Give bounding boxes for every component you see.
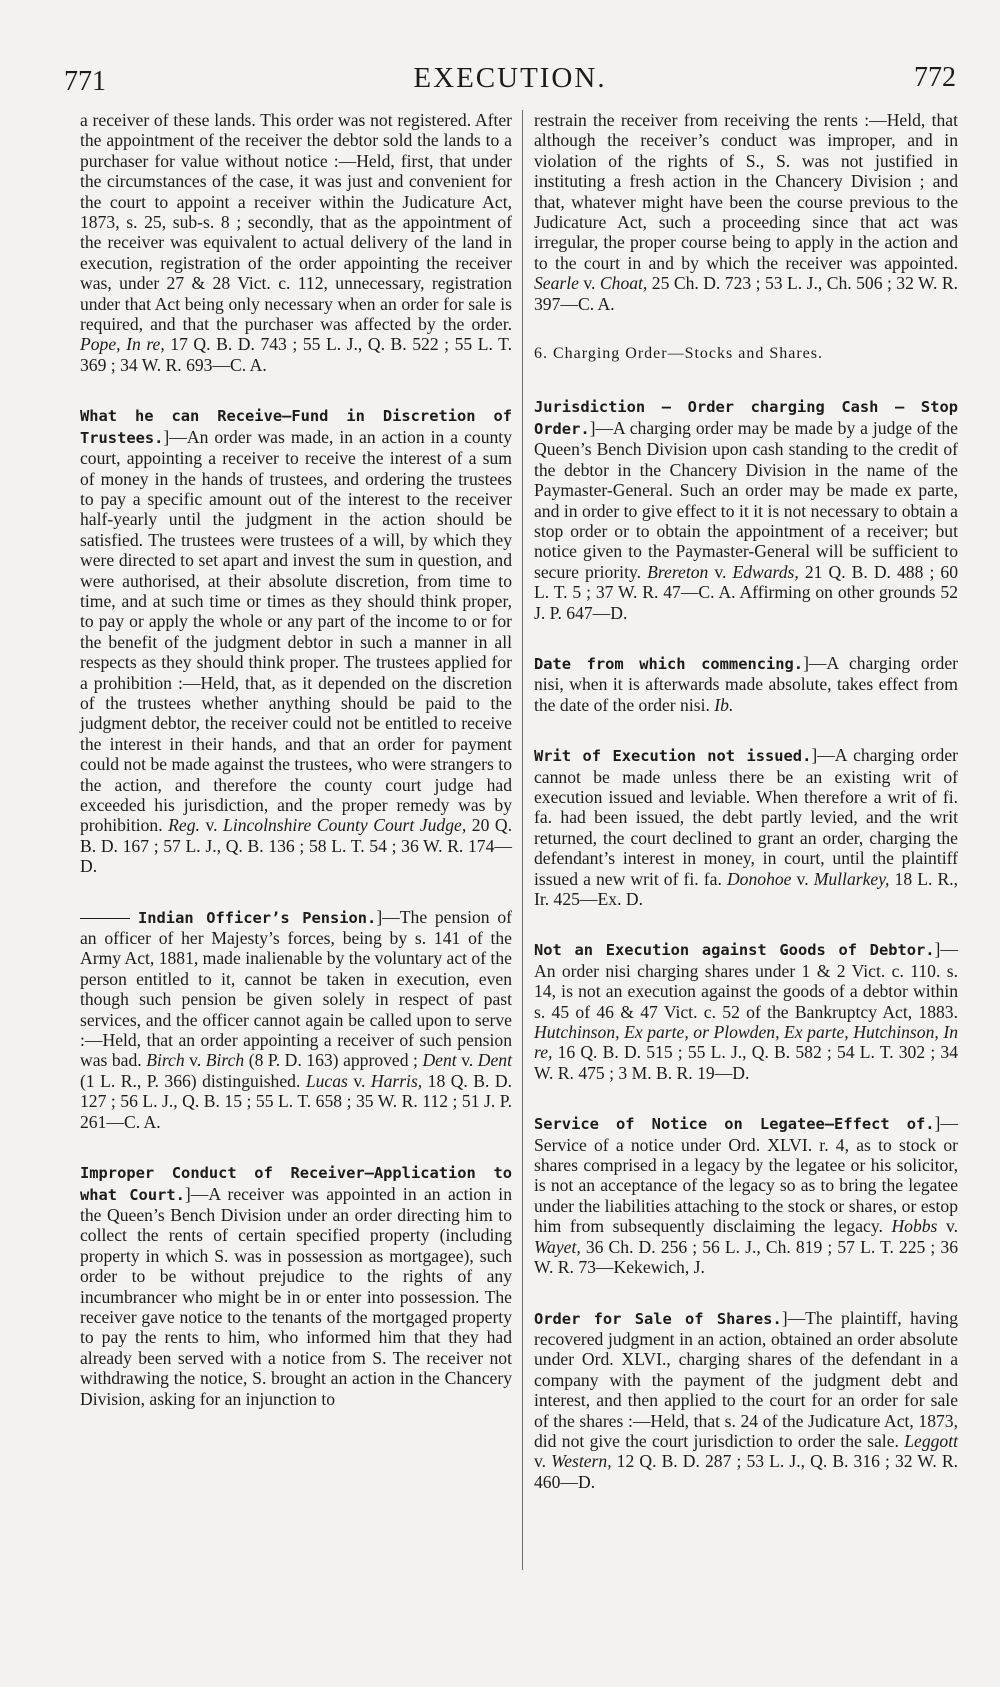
entry-heading: Indian Officer’s Pension.: [138, 908, 377, 927]
entry-heading: Order for Sale of Shares.: [534, 1309, 782, 1328]
entry-heading: Service of Notice on Legatee—Effect of.: [534, 1115, 935, 1134]
entry-jurisdiction: [534, 396, 958, 622]
paragraph-receiver-lands: [80, 110, 512, 375]
case-citation: Wayet,: [534, 1236, 581, 1257]
versus: v.: [791, 868, 814, 889]
case-citation: Western,: [551, 1451, 612, 1472]
paragraph-text: restrain the receiver from receiving the rents :—Held, that although the receiver’s conduct was improper, and in violation of the rights of S., S. was not justified in instituting a fresh action in the Chancery Division ; and that, whatever might have been the course previous to the Judicature Act, such a proceeding since that act was irregular, the proper course being to apply in the action and to the court in and by which the receiver was appointed.: [534, 110, 958, 273]
versus: v.: [534, 1451, 552, 1472]
versus: v.: [347, 1070, 371, 1091]
entry-heading: Not an Execution against Goods of Debtor.: [534, 941, 935, 960]
case-citation: Choat,: [599, 273, 648, 294]
report-reference: (1 L. R., P. 366) distinguished.: [80, 1070, 306, 1091]
entry-heading: Improper Conduct of Receiver—Application to what Court.: [80, 1164, 512, 1204]
case-citation: Hobbs: [891, 1216, 938, 1237]
column-divider: [522, 110, 523, 1570]
entry-text: ]—An order nisi charging shares under 1 & 2 Vict. c. 110. s. 14, is not an execution against the goods of a debtor within s. 45 of 46 & 47 Vict. c. 52 of the Bankruptcy Act, 1883.: [534, 939, 958, 1022]
report-reference: 20 Q. B. D. 167 ; 57 L. J., Q. B. 136 ; 58 L. T. 54 ; 36 W. R. 174—D.: [80, 815, 512, 877]
entry-text: ]—Service of a notice under Ord. XLVI. r. 4, as to stock or shares comprised in a legacy by the legatee or his solicitor, is not an acceptance of the legacy so as to bring the legatee under the liabilities attaching to the stock or shares, or estop him from subsequently disclaiming the legacy.: [534, 1113, 958, 1237]
entry-text: ]—An order was made, in an action in a county court, appointing a receiver to receive the interest of a sum of money in the hands of trustees, and ordering the trustees to pay a specific amount out of the interest to the receiver half-yearly until the judgment in the action should be satisfied. The trustees were trustees of a will, by which they were directed to set apart and invest the sum in question, and were authorised, at their absolute discretion, from time to time, and at such time or times as they should think proper, to pay or apply the whole or any part of the income to or for the benefit of the judgment debtor in such a manner in all respects as they should think proper. The trustees applied for a prohibition :—Held, that, as it depended on the discretion of the trustees whether anything should be paid to the judgment debtor, the receiver could not be entitled to receive the interest in their hands, and that an order for payment could not be made against the trustees, who were strangers to the action, and therefore the county court judge had exceeded his jurisdiction, and the proper remedy was by prohibition.: [80, 426, 512, 836]
section-heading: 6. Charging Order—Stocks and Shares.: [534, 345, 823, 363]
report-reference: 36 Ch. D. 256 ; 56 L. J., Ch. 819 ; 57 L. T. 225 ; 36 W. R. 73—Kekewich, J.: [534, 1236, 958, 1278]
entry-date-commencing: [534, 653, 958, 715]
entry-heading: Date from which commencing.: [534, 654, 804, 673]
entry-text: ]—The plaintiff, having recovered judgment in an action, obtained an order absolute under Ord. XLVI., charging shares of the defendant in a company with the payment of the judgment debt and interest, and then applied to the court for an order for sale of the shares :—Held, that s. 24 of the Judicature Act, 1873, did not give the court jurisdiction to order the sale.: [534, 1307, 958, 1451]
case-citation: Hutchinson, Ex parte, or Plowden, Ex parte, Hutchinson, In re,: [534, 1022, 958, 1063]
entry-writ-not-issued: [534, 745, 958, 909]
entry-text: ]—The pension of an officer of her Majesty’s forces, being by s. 141 of the Army Act, 1881, made inalienable by the voluntary act of the person entitled to it, cannot be taken in execution, even though such pension be given solely in respect of past services, and the officer cannot again be called upon to serve :—Held, that an order appointing a receiver of such pension was bad.: [80, 906, 512, 1071]
case-citation: Mullarkey,: [813, 868, 890, 889]
report-reference: 18 Q. B. D. 127 ; 56 L. J., Q. B. 15 ; 55 L. T. 658 ; 35 W. R. 112 ; 51 J. P. 261—C. A.: [80, 1070, 512, 1132]
entry-order-sale-shares: [534, 1308, 958, 1493]
case-citation: Pope, In re,: [80, 334, 165, 355]
case-citation: Harris,: [370, 1070, 423, 1091]
case-citation: Reg.: [168, 815, 200, 836]
entry-service-notice-legatee: [534, 1113, 958, 1277]
page-title: EXECUTION.: [413, 62, 607, 94]
entry-heading: What he can Receive—Fund in Discretion of Trustees.: [80, 407, 512, 447]
case-citation: Brereton: [647, 561, 709, 582]
versus: v.: [456, 1050, 478, 1071]
entry-not-execution-goods: [534, 939, 958, 1083]
case-citation: Donohoe: [726, 868, 792, 889]
report-reference: 25 Ch. D. 723 ; 53 L. J., Ch. 506 ; 32 W. R. 397—C. A.: [534, 273, 958, 314]
case-citation: Searle: [534, 273, 579, 294]
versus: v.: [937, 1216, 958, 1237]
left-column: [80, 110, 512, 1439]
report-reference: 12 Q. B. D. 287 ; 53 L. J., Q. B. 316 ; 32 W. R. 460—D.: [534, 1451, 958, 1492]
entry-what-he-can-receive: [80, 405, 512, 876]
case-citation: Dent: [422, 1050, 457, 1071]
versus: v.: [578, 273, 600, 294]
report-reference: 18 L. R., Ir. 425—Ex. D.: [534, 868, 958, 909]
entry-improper-conduct: [80, 1162, 512, 1409]
entry-heading: Writ of Execution not issued.: [534, 747, 812, 766]
right-column: [534, 110, 958, 1522]
report-reference: (8 P. D. 163) approved ;: [244, 1050, 423, 1071]
report-reference: 16 Q. B. D. 515 ; 55 L. J., Q. B. 582 ; 54 L. T. 302 ; 34 W. R. 475 ; 3 M. B. R. 19—D.: [534, 1042, 958, 1083]
case-citation: Edwards,: [732, 561, 799, 582]
entry-heading: Jurisdiction — Order charging Cash — Stop Order.: [534, 398, 958, 438]
paragraph-text: a receiver of these lands. This order was not registered. After the appointment of the receiver the debtor sold the lands to a purchaser for value without notice :—Held, first, that under the circumstances of the case, it was just and convenient for the court to appoint a receiver within the Judicature Act, 1873, s. 25, sub-s. 8 ; secondly, that as the appointment of the receiver was equivalent to actual delivery of the land in execution, registration of the order appointing the receiver was, under 27 & 28 Vict. c. 112, unnecessary, registration under that Act being only necessary when an order for sale is required, and that the purchaser was affected by the order.: [80, 110, 512, 335]
running-header: [64, 60, 956, 100]
case-citation: Birch: [205, 1050, 245, 1071]
case-citation: Lincolnshire County Court Judge,: [223, 815, 467, 836]
left-page-number: 771: [64, 66, 106, 97]
report-reference: 21 Q. B. D. 488 ; 60 L. T. 5 ; 37 W. R. 47—C. A. Affirming on other grounds 52 J. P. 647—D.: [534, 561, 958, 623]
paragraph-restrain-receiver: [534, 110, 958, 314]
repeat-dash: [80, 918, 130, 919]
entry-indian-officers-pension: [80, 907, 512, 1132]
entry-text: ]—A charging order may be made by a judge of the Queen’s Bench Division upon cash standing to the credit of the debtor in the Chancery Division in the name of the Paymaster-General. Such an order may be made ex parte, and in order to give effect to it it is not necessary to obtain a stop order or to obtain the appointment of a receiver; but notice given to the Paymaster-General will be sufficient to secure priority.: [534, 417, 958, 582]
case-citation: Leggott: [904, 1430, 958, 1451]
versus: v.: [708, 561, 733, 582]
case-citation: Birch: [146, 1050, 185, 1071]
versus: v.: [184, 1050, 206, 1071]
case-citation: Ib.: [714, 694, 734, 715]
entry-text: ]—A receiver was appointed in an action in the Queen’s Bench Division under an order directing him to collect the rents of certain specified property (including property in which S. was in possession as mortgagee), such order to be without prejudice to the rights of any incumbrancer who might be in or enter into possession. The receiver gave notice to the tenants of the mortgaged property to pay the rents to him, who informed him that they had already been served with a notice from S. The receiver not withdrawing the notice, S. brought an action in the Chancery Division, asking for an injunction to: [80, 1183, 512, 1409]
case-citation: Dent: [477, 1050, 512, 1071]
entry-text: ]—A charging order cannot be made unless there be an existing writ of execution issued and leviable. When therefore a writ of fi. fa. had been issued, the debt partly levied, and the writ returned, the court declined to grant an order, charging the defendant’s interest in money, in court, until the plaintiff issued a new writ of fi. fa.: [534, 745, 958, 889]
versus: v.: [199, 815, 224, 836]
entry-text: ]—A charging order nisi, when it is afterwards made absolute, takes effect from the date of the order nisi.: [534, 652, 958, 715]
report-reference: 17 Q. B. D. 743 ; 55 L. J., Q. B. 522 ; 55 L. T. 369 ; 34 W. R. 693—C. A.: [80, 334, 512, 375]
case-citation: Lucas: [305, 1070, 348, 1091]
right-page-number: 772: [914, 62, 956, 93]
